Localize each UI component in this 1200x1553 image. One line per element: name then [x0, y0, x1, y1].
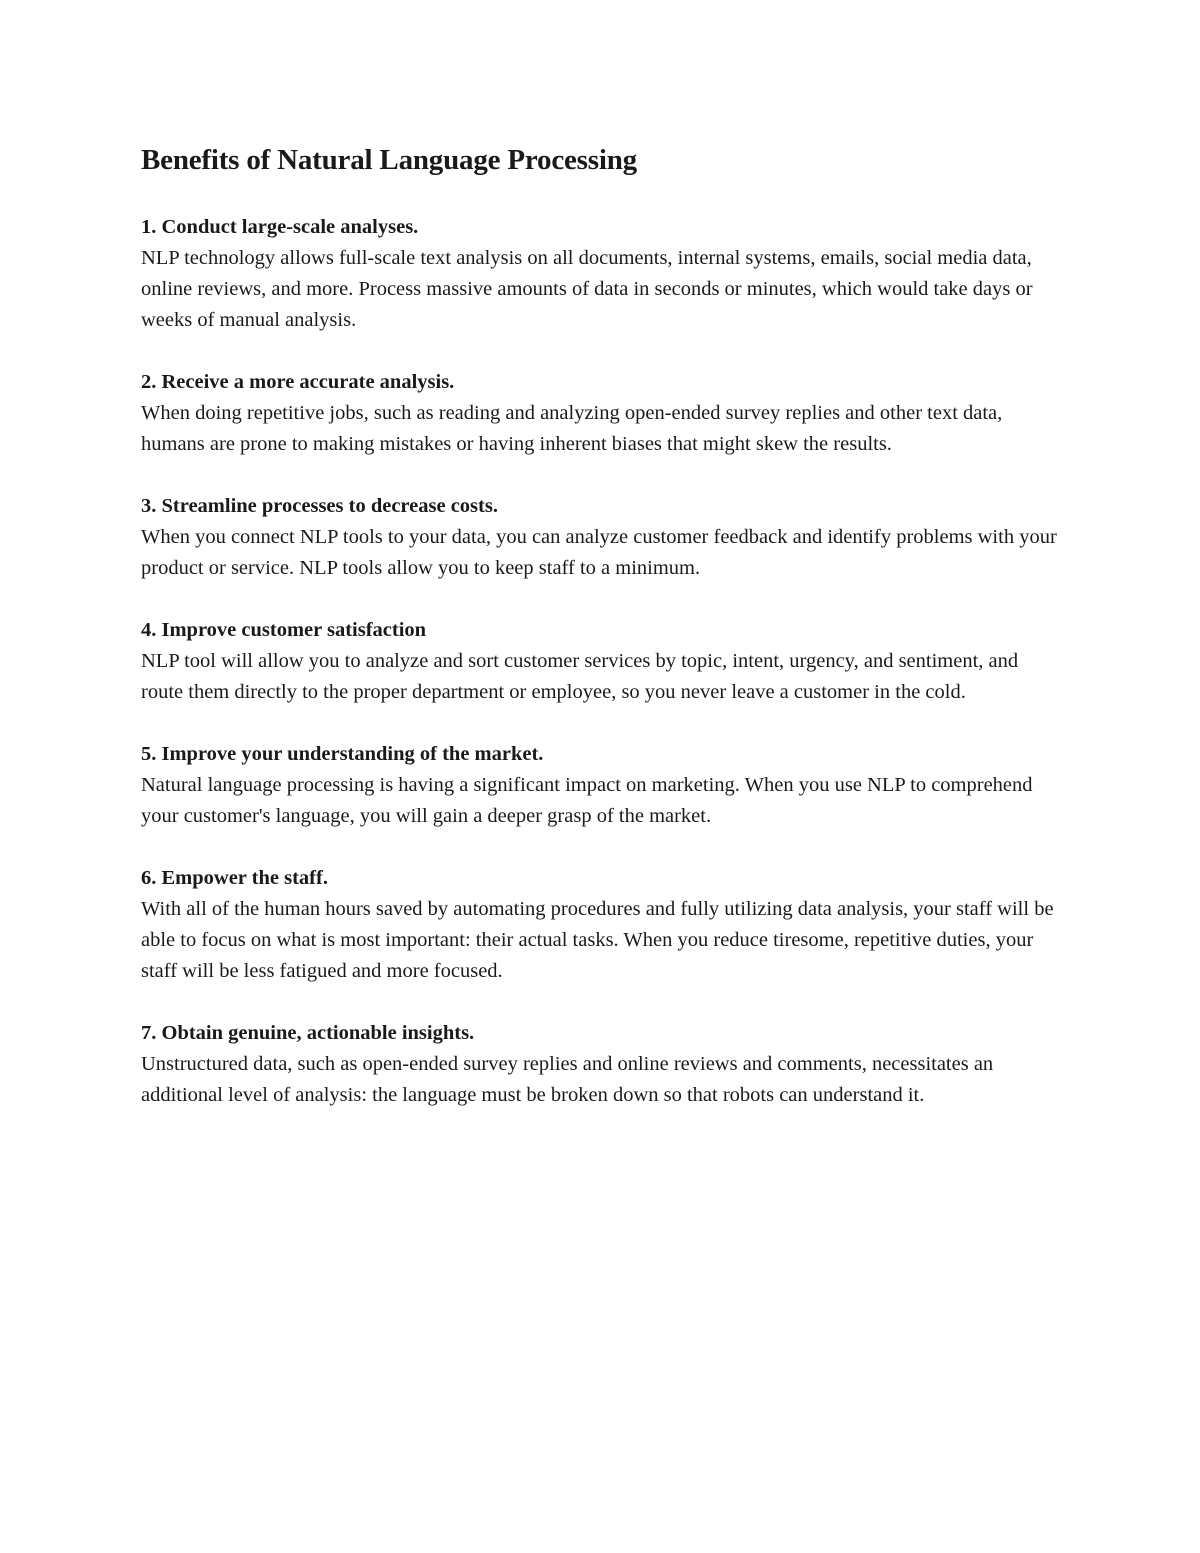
- section-body: NLP technology allows full-scale text analysis on all documents, internal systems, emails, social media data, online reviews, and more. Process massive amounts of data in seconds or minutes, which would take days or weeks of manual analysis.: [141, 247, 1033, 331]
- section-heading: 2. Receive a more accurate analysis.: [141, 371, 455, 393]
- section-heading: 4. Improve customer satisfaction: [141, 619, 427, 641]
- section-4: [141, 615, 1061, 708]
- section-body: When doing repetitive jobs, such as reading and analyzing open-ended survey replies and other text data, humans are prone to making mistakes or having inherent biases that might skew the results.: [141, 402, 1003, 455]
- section-heading: 6. Empower the staff.: [141, 867, 328, 889]
- section-6: [141, 863, 1061, 987]
- section-body: When you connect NLP tools to your data, you can analyze customer feedback and identify problems with your product or service. NLP tools allow you to keep staff to a minimum.: [141, 526, 1057, 579]
- document-page: [141, 140, 1061, 1142]
- section-3: [141, 491, 1061, 584]
- section-heading: 5. Improve your understanding of the market.: [141, 743, 544, 765]
- section-heading: 3. Streamline processes to decrease costs.: [141, 495, 498, 517]
- section-7: [141, 1018, 1061, 1111]
- section-5: [141, 739, 1061, 832]
- section-heading: 7. Obtain genuine, actionable insights.: [141, 1022, 475, 1044]
- section-body: Unstructured data, such as open-ended survey replies and online reviews and comments, necessitates an additional level of analysis: the language must be broken down so that robots can understand it.: [141, 1053, 994, 1106]
- section-body: With all of the human hours saved by automating procedures and fully utilizing data analysis, your staff will be able to focus on what is most important: their actual tasks. When you reduce tiresome, repetitive duties, your staff will be less fatigued and more focused.: [141, 898, 1054, 982]
- section-body: Natural language processing is having a significant impact on marketing. When you use NLP to comprehend your customer's language, you will gain a deeper grasp of the market.: [141, 774, 1033, 827]
- document-title: Benefits of Natural Language Processing: [141, 144, 637, 176]
- section-heading: 1. Conduct large-scale analyses.: [141, 216, 419, 238]
- section-2: [141, 367, 1061, 460]
- section-body: NLP tool will allow you to analyze and sort customer services by topic, intent, urgency, and sentiment, and route them directly to the proper department or employee, so you never leave a customer in the cold.: [141, 650, 1019, 703]
- section-1: [141, 212, 1061, 336]
